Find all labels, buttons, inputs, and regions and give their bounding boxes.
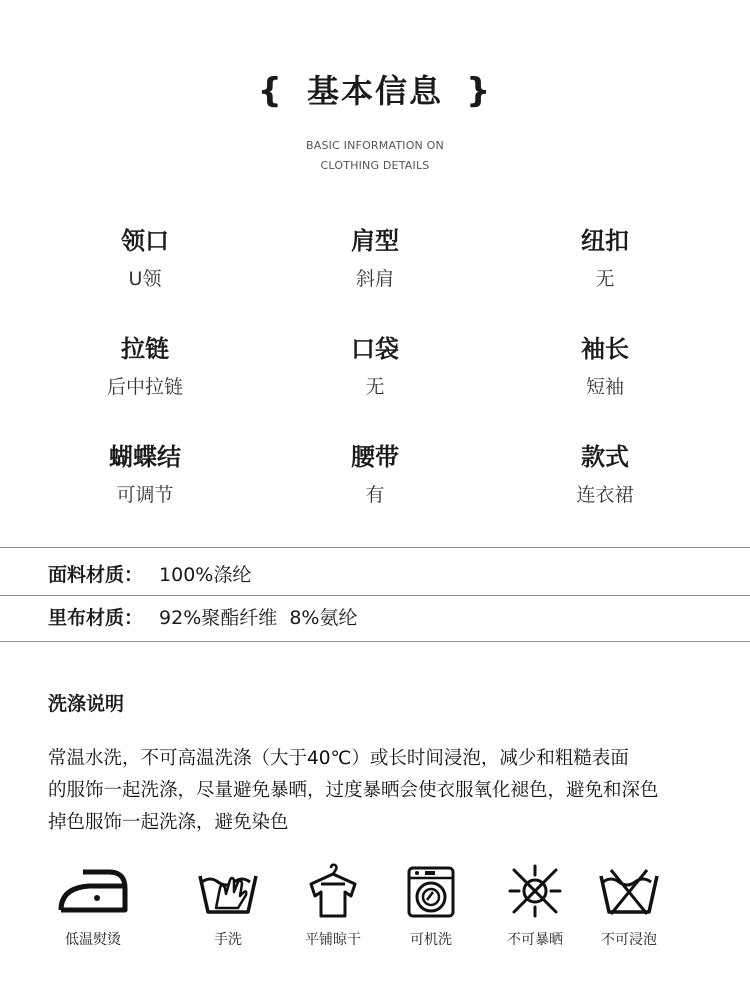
care-item xyxy=(376,862,486,950)
attribute-key: 蝴蝶结 xyxy=(109,443,181,471)
attribute-value: 无 xyxy=(595,268,615,290)
attribute-key: 肩型 xyxy=(351,227,399,255)
care-item xyxy=(38,862,148,950)
attribute-item xyxy=(490,222,720,307)
attribute-item xyxy=(490,438,720,523)
attribute-value: 可调节 xyxy=(116,484,174,506)
hand-wash-icon xyxy=(196,862,260,920)
attribute-item xyxy=(30,438,260,523)
attribute-grid xyxy=(30,222,720,523)
lining-label: 里布材质： xyxy=(48,607,144,629)
attribute-value: U领 xyxy=(128,268,162,290)
attribute-value: 无 xyxy=(365,376,385,398)
fabric-material-row xyxy=(48,560,251,590)
attribute-value: 连衣裙 xyxy=(576,484,634,506)
washing-line: 的服饰一起洗涤，尽量避免暴晒，过度暴晒会使衣服氧化褪色，避免和深色 xyxy=(48,780,659,801)
care-label: 不可暴晒 xyxy=(507,932,563,948)
washing-line: 常温水洗，不可高温洗涤（大于40℃）或长时间浸泡，减少和粗糙表面 xyxy=(48,748,629,769)
attribute-value: 有 xyxy=(365,484,385,506)
attribute-key: 纽扣 xyxy=(581,227,629,255)
care-icon-row xyxy=(60,862,720,962)
washing-machine-icon xyxy=(403,862,459,920)
title-text: 基本信息 xyxy=(306,72,443,110)
care-item xyxy=(173,862,283,950)
attribute-key: 口袋 xyxy=(351,335,399,363)
attribute-value: 斜肩 xyxy=(355,268,394,290)
divider xyxy=(0,547,750,548)
left-brace: { xyxy=(257,71,284,111)
care-label: 可机洗 xyxy=(410,932,452,948)
attribute-item xyxy=(490,330,720,415)
no-soak-icon xyxy=(597,862,661,920)
washing-instructions xyxy=(48,743,738,839)
attribute-item xyxy=(260,222,490,307)
care-label: 平铺晾干 xyxy=(305,932,361,948)
attribute-value: 后中拉链 xyxy=(106,376,183,398)
attribute-item xyxy=(260,330,490,415)
care-label: 低温熨烫 xyxy=(65,932,121,948)
fabric-value: 100%涤纶 xyxy=(159,564,252,586)
attribute-item xyxy=(260,438,490,523)
care-item xyxy=(574,862,684,950)
right-brace: } xyxy=(466,71,493,111)
attribute-key: 款式 xyxy=(581,443,629,471)
lining-material-row xyxy=(48,603,357,633)
attribute-key: 领口 xyxy=(121,227,169,255)
attribute-item xyxy=(30,222,260,307)
page-subtitle xyxy=(0,136,750,176)
subtitle-line-2: CLOTHING DETAILS xyxy=(320,159,430,172)
fabric-label: 面料材质： xyxy=(48,564,144,586)
attribute-item xyxy=(30,330,260,415)
care-label: 手洗 xyxy=(214,932,242,948)
divider xyxy=(0,595,750,596)
lining-value: 92%聚酯纤维 8%氨纶 xyxy=(159,607,358,629)
care-item xyxy=(278,862,388,950)
flat-dry-icon xyxy=(305,862,361,920)
attribute-value: 短袖 xyxy=(585,376,624,398)
subtitle-line-1: BASIC INFORMATION ON xyxy=(306,139,444,152)
washing-line: 掉色服饰一起洗涤，避免染色 xyxy=(48,812,289,833)
iron-low-temp-icon xyxy=(55,862,131,920)
washing-heading: 洗涤说明 xyxy=(48,693,125,715)
divider xyxy=(0,641,750,642)
attribute-key: 拉链 xyxy=(121,335,169,363)
page-title xyxy=(0,70,750,112)
no-sun-exposure-icon xyxy=(506,862,564,920)
attribute-key: 袖长 xyxy=(581,335,629,363)
care-label: 不可浸泡 xyxy=(601,932,657,948)
attribute-key: 腰带 xyxy=(351,443,399,471)
